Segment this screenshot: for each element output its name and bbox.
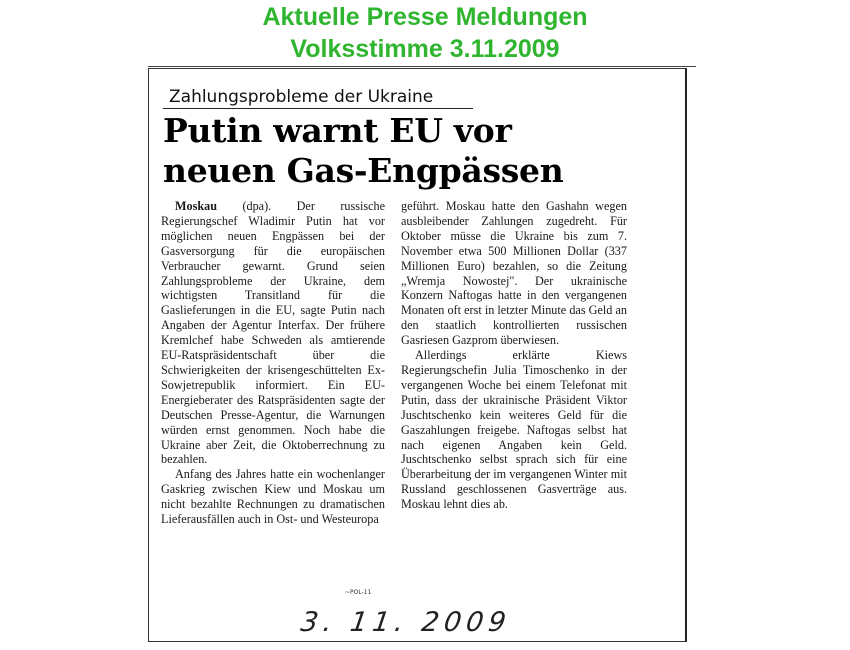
clipping-top-rule bbox=[148, 66, 696, 67]
handwritten-date: 3. 11. 2009 bbox=[298, 607, 513, 638]
article-column-right bbox=[401, 199, 627, 512]
paragraph-4: Allerdings erklärte Kiews Regierungschefin Julia Timoschenko in der vergangenen Woche bei einem Telefonat mit Putin, dass der ukrainische Präsident Viktor Juschtschenko kein weiteres Geld für die Gaszahlungen freigebe. Naftogas selbst hat nach eigenen Angaben kein Geld. Juschtschenko selbst sprach sich für eine Überarbeitung der im vergangenen Winter mit Russland geschlossenen Gasverträge aus. Moskau lehnt dies ab. bbox=[401, 348, 627, 512]
article-column-left bbox=[161, 199, 385, 527]
article-kicker: Zahlungsprobleme der Ukraine bbox=[169, 87, 434, 107]
article-headline bbox=[163, 111, 643, 191]
page-title-line2: Volksstimme 3.11.2009 bbox=[290, 35, 560, 63]
paragraph-1 bbox=[161, 199, 385, 467]
page-title-line1: Aktuelle Presse Meldungen bbox=[262, 3, 588, 31]
paragraph-2: Anfang des Jahres hatte ein wochenlanger Gaskrieg zwischen Kiew und Moskau um nicht bezahlte Rechnungen zu dramatischen Lieferausfällen auch in Ost- und Westeuropa bbox=[161, 467, 385, 527]
headline-line2: neuen Gas-Engpässen bbox=[163, 151, 564, 190]
lead-location: Moskau bbox=[175, 199, 217, 213]
headline-line1: Putin warnt EU vor bbox=[163, 111, 512, 150]
paragraph-3: geführt. Moskau hatte den Gashahn wegen ausbleibender Zahlungen zugedreht. Für Oktober müsse die Ukraine bis zum 7. November etwa 500 Millionen Dollar (337 Millionen Euro) bezahlen, so die Zeitung „Wremja Nowostej". Der ukrainische Konzern Naftogas hatte in den vergangenen Monaten oft erst in letzter Minute das Geld an den staatlich kontrollierten russischen Gasriesen Gazprom überwiesen. bbox=[401, 199, 627, 348]
source-tag: ~POL-11 bbox=[345, 589, 372, 596]
newspaper-clipping bbox=[148, 68, 687, 642]
kicker-rule bbox=[163, 108, 473, 109]
paragraph-1-text: (dpa). Der russische Regierungschef Wladimir Putin hat vor möglichen neuen Engpässen bei der Gasversorgung für die europäischen Verbraucher gewarnt. Grund seien Zahlungsprobleme der Ukraine, dem wichtigsten Transitland für die Gaslieferungen in die EU, sagte Putin nach Angaben der Agentur Interfax. Der frühere Kremlchef habe Schweden als amtierende EU-Ratspräsidentschaft über die Schwierigkeiten der krisengeschüttelten Ex-Sowjetrepublik informiert. Ein EU-Energieberater des Ratspräsidenten sagte der Deutschen Presse-Agentur, die Warnungen würden ernst genommen. Noch habe die Ukraine aber Zeit, die Oktoberrechnung zu bezahlen. bbox=[161, 199, 386, 467]
